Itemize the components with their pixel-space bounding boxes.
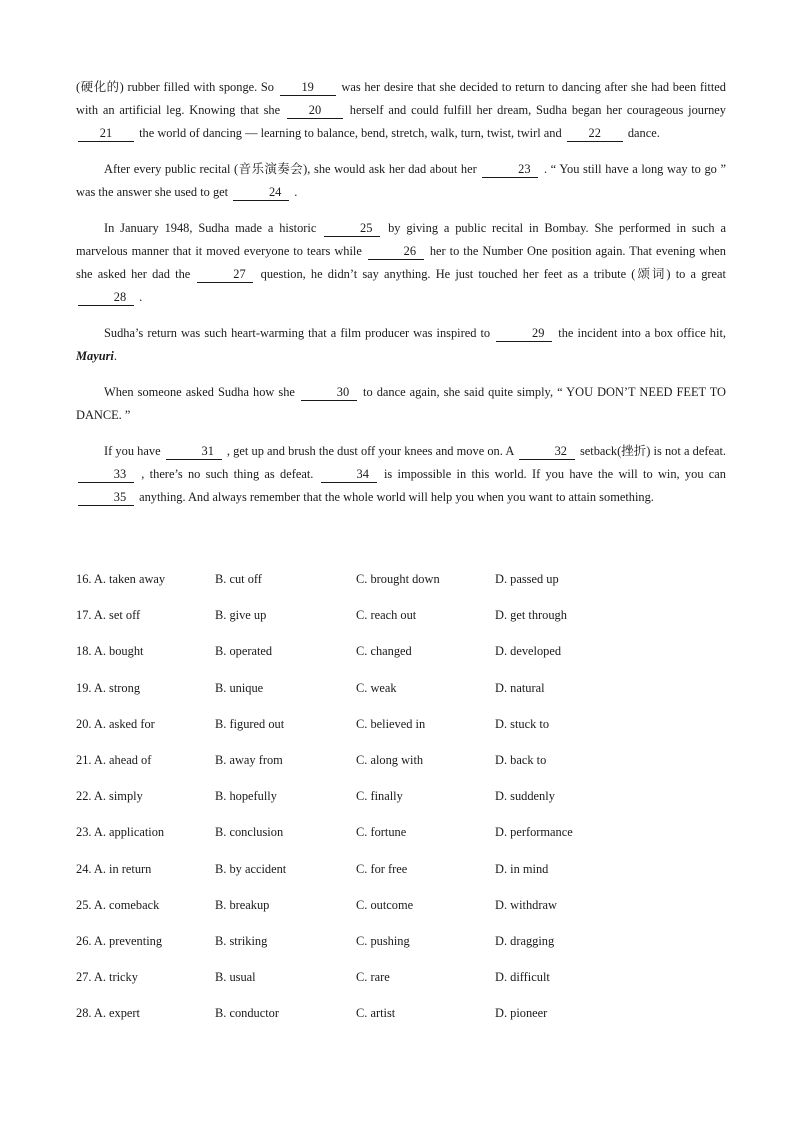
option-c: C. for free <box>356 861 408 876</box>
blank-25: 25 <box>324 221 380 237</box>
blank-34: 34 <box>321 467 377 483</box>
option-d: D. pioneer <box>495 1006 548 1021</box>
blank-31: 31 <box>166 444 222 460</box>
question-26 <box>76 932 726 968</box>
option-d: D. developed <box>495 644 562 659</box>
paragraph-6 <box>76 440 726 509</box>
option-b: B. conductor <box>215 1006 280 1021</box>
text: (硬化的) rubber filled with sponge. So <box>76 80 278 94</box>
option-b: B. cut off <box>215 572 262 586</box>
option-d: D. back to <box>495 752 547 767</box>
text: . <box>291 185 298 199</box>
option-b: B. unique <box>215 680 264 695</box>
question-16 <box>76 570 726 606</box>
text: the world of dancing — learning to balance, bend, stretch, walk, turn, twist, twirl and <box>136 126 565 140</box>
text: . <box>113 349 117 363</box>
option-c: C. weak <box>356 680 397 695</box>
text: question, he didn’t say anything. He just touched her feet as a tribute (颂词) to a great <box>255 267 726 281</box>
option-c: C. along with <box>356 752 424 767</box>
text: dance. <box>624 126 660 140</box>
text: to dance again, she said quite simply, “ YOU DON’T NEED FEET TO DANCE. ” <box>76 385 726 422</box>
option-b: B. away from <box>215 752 283 767</box>
text: . “ You still have a long way to go ” was the answer she used to get <box>76 162 726 199</box>
option-d: D. suddenly <box>495 789 555 804</box>
text: Sudha’s return was such heart-warming that a film producer was inspired to <box>104 326 495 340</box>
option-d: D. stuck to <box>495 716 550 731</box>
text: , there’s no such thing as defeat. <box>136 467 319 481</box>
option-b: B. usual <box>215 970 256 985</box>
blank-30: 30 <box>301 385 357 401</box>
option-c: C. fortune <box>356 825 407 840</box>
blank-28: 28 <box>78 290 134 306</box>
question-19 <box>76 679 726 715</box>
option-a: 16. A. taken away <box>76 572 166 586</box>
paragraph-5 <box>76 381 726 427</box>
option-d: D. get through <box>495 608 567 623</box>
option-b: B. give up <box>215 608 267 623</box>
question-17 <box>76 606 726 642</box>
option-b: B. breakup <box>215 897 270 912</box>
option-a: 28. A. expert <box>76 1006 141 1021</box>
text: After every public recital (音乐演奏会), she would ask her dad about her <box>104 162 481 176</box>
option-c: C. pushing <box>356 933 410 948</box>
option-c: C. changed <box>356 644 412 659</box>
paragraph-4 <box>76 322 726 368</box>
option-b: B. figured out <box>215 716 285 731</box>
blank-20: 20 <box>287 103 343 119</box>
text: herself and could fulfill her dream, Sudha began her courageous journey <box>344 103 726 117</box>
option-a: 19. A. strong <box>76 680 141 695</box>
question-25 <box>76 896 726 932</box>
question-20 <box>76 715 726 751</box>
option-c: C. brought down <box>356 572 440 586</box>
option-a: 18. A. bought <box>76 644 144 659</box>
option-a: 20. A. asked for <box>76 716 155 731</box>
blank-35: 35 <box>78 490 134 506</box>
question-24 <box>76 860 726 896</box>
blank-23: 23 <box>482 162 538 178</box>
option-c: C. artist <box>356 1006 396 1021</box>
option-d: D. in mind <box>495 861 549 876</box>
option-a: 17. A. set off <box>76 608 141 623</box>
text: the incident into a box office hit, <box>554 326 726 340</box>
text: , get up and brush the dust off your knees and move on. A <box>223 444 517 458</box>
question-27 <box>76 968 726 1004</box>
option-c: C. outcome <box>356 897 414 912</box>
blank-22: 22 <box>567 126 623 142</box>
option-d: D. withdraw <box>495 897 557 912</box>
paragraph-2 <box>76 158 726 204</box>
text: setback(挫折) is not a defeat. <box>576 444 726 458</box>
option-d: D. dragging <box>495 933 555 948</box>
blank-26: 26 <box>368 244 424 260</box>
option-d: D. passed up <box>495 572 559 586</box>
option-b: B. striking <box>215 933 268 948</box>
option-c: C. reach out <box>356 608 417 623</box>
option-a: 25. A. comeback <box>76 897 160 912</box>
option-c: C. believed in <box>356 716 426 731</box>
paragraph-1 <box>76 76 726 145</box>
option-b: B. operated <box>215 644 273 659</box>
answer-options <box>76 570 726 1040</box>
option-a: 27. A. tricky <box>76 970 138 985</box>
question-23 <box>76 823 726 859</box>
option-b: B. conclusion <box>215 825 284 840</box>
option-b: B. hopefully <box>215 789 277 804</box>
blank-19: 19 <box>280 80 336 96</box>
passage <box>76 76 726 509</box>
option-a: 26. A. preventing <box>76 933 163 948</box>
text: anything. And always remember that the whole world will help you when you want to attain something. <box>136 490 654 504</box>
blank-27: 27 <box>197 267 253 283</box>
option-a: 22. A. simply <box>76 789 143 804</box>
text: . <box>136 290 143 304</box>
blank-32: 32 <box>519 444 575 460</box>
question-22 <box>76 787 726 823</box>
blank-33: 33 <box>78 467 134 483</box>
option-c: C. rare <box>356 970 390 985</box>
option-d: D. difficult <box>495 970 550 985</box>
question-21 <box>76 751 726 787</box>
option-c: C. finally <box>356 789 403 804</box>
option-d: D. natural <box>495 680 545 695</box>
text: When someone asked Sudha how she <box>104 385 299 399</box>
blank-29: 29 <box>496 326 552 342</box>
option-b: B. by accident <box>215 861 287 876</box>
option-a: 23. A. application <box>76 825 165 840</box>
text: was her desire that she decided to return to dancing after she had been fitted with an artificial leg. Knowing that she <box>76 80 726 117</box>
text: her to the Number One position again. That evening when she asked her dad the <box>76 244 726 281</box>
text: In January 1948, Sudha made a historic <box>104 221 323 235</box>
question-28 <box>76 1004 726 1040</box>
blank-24: 24 <box>233 185 289 201</box>
blank-21: 21 <box>78 126 134 142</box>
paragraph-3 <box>76 217 726 309</box>
text: If you have <box>104 444 164 458</box>
option-a: 21. A. ahead of <box>76 752 152 767</box>
question-18 <box>76 642 726 678</box>
text: is impossible in this world. If you have the will to win, you can <box>378 467 726 481</box>
text: by giving a public recital in Bombay. She performed in such a marvelous manner that it moved everyone to tears while <box>76 221 726 258</box>
option-d: D. performance <box>495 825 573 840</box>
option-a: 24. A. in return <box>76 861 152 876</box>
film-title: Mayuri <box>76 349 114 363</box>
